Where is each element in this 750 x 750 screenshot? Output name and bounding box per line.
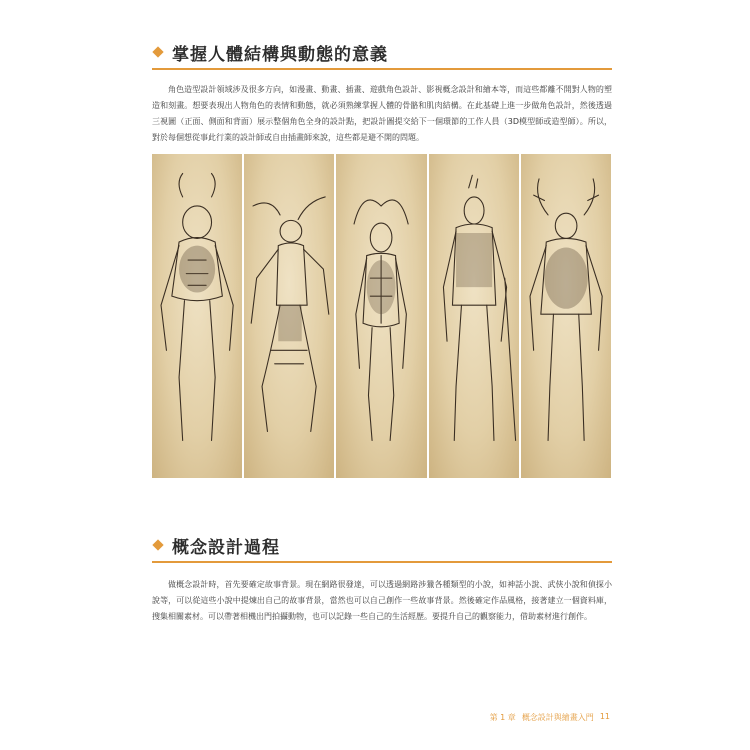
diamond-bullet-icon (152, 46, 163, 57)
art-panel-2 (244, 154, 334, 478)
page-footer (490, 712, 610, 723)
page-number: 11 (599, 712, 610, 721)
body-paragraph: 做概念設計時，首先要確定故事背景。現在網路很發達，可以透過網路涉獵各種類型的小說，如神話小說、武俠小說和偵探小說等，可以從這些小說中提煉出自己的故事背景，當然也可以自己創作一些故事背景。然後確定作品風格，接著建立一個資料庫，搜集相關素材。可以帶著相機出門拍攝動物，也可以記錄一些自己的生活經歷。要提升自己的觀察能力，借助素材進行創作。 (152, 580, 612, 621)
concept-art-illustration (152, 154, 611, 478)
footer-title: 概念設計與繪畫入門 (521, 713, 594, 722)
art-panel-5 (521, 154, 611, 478)
art-panel-4 (429, 154, 519, 478)
section-heading (152, 533, 612, 563)
section-structure-dynamics (152, 40, 612, 146)
footer-chapter: 第 1 章 (489, 713, 516, 722)
creature-sketch-icon (429, 154, 519, 478)
art-panel-1 (152, 154, 242, 478)
creature-sketch-icon (521, 154, 611, 478)
section-concept-process (152, 533, 612, 625)
heading-text: 掌握人體結構與動態的意義 (172, 44, 388, 65)
art-panel-3 (336, 154, 426, 478)
creature-sketch-icon (244, 154, 334, 478)
section-heading (152, 40, 612, 70)
body-paragraph: 角色造型設計領域涉及很多方向，如漫畫、動畫、插畫、遊戲角色設計、影視概念設計和繪本等，而這些都離不開對人物的塑造和刻畫。想要表現出人物角色的表情和動態，就必須熟練掌握人體的骨骼和肌肉結構。在此基礎上進一步做角色設計，然後透過三視圖（正面、側面和背面）展示整個角色全身的設計點，把設計圖提交給下一個環節的工作人員（3D模型師或造型師）。所以，對於每個想從事此行業的設計師或自由插畫師來說，這些都是避不開的問題。 (152, 85, 612, 142)
heading-text: 概念設計過程 (172, 537, 280, 558)
diamond-bullet-icon (152, 539, 163, 550)
creature-sketch-icon (336, 154, 426, 478)
creature-sketch-icon (152, 154, 242, 478)
